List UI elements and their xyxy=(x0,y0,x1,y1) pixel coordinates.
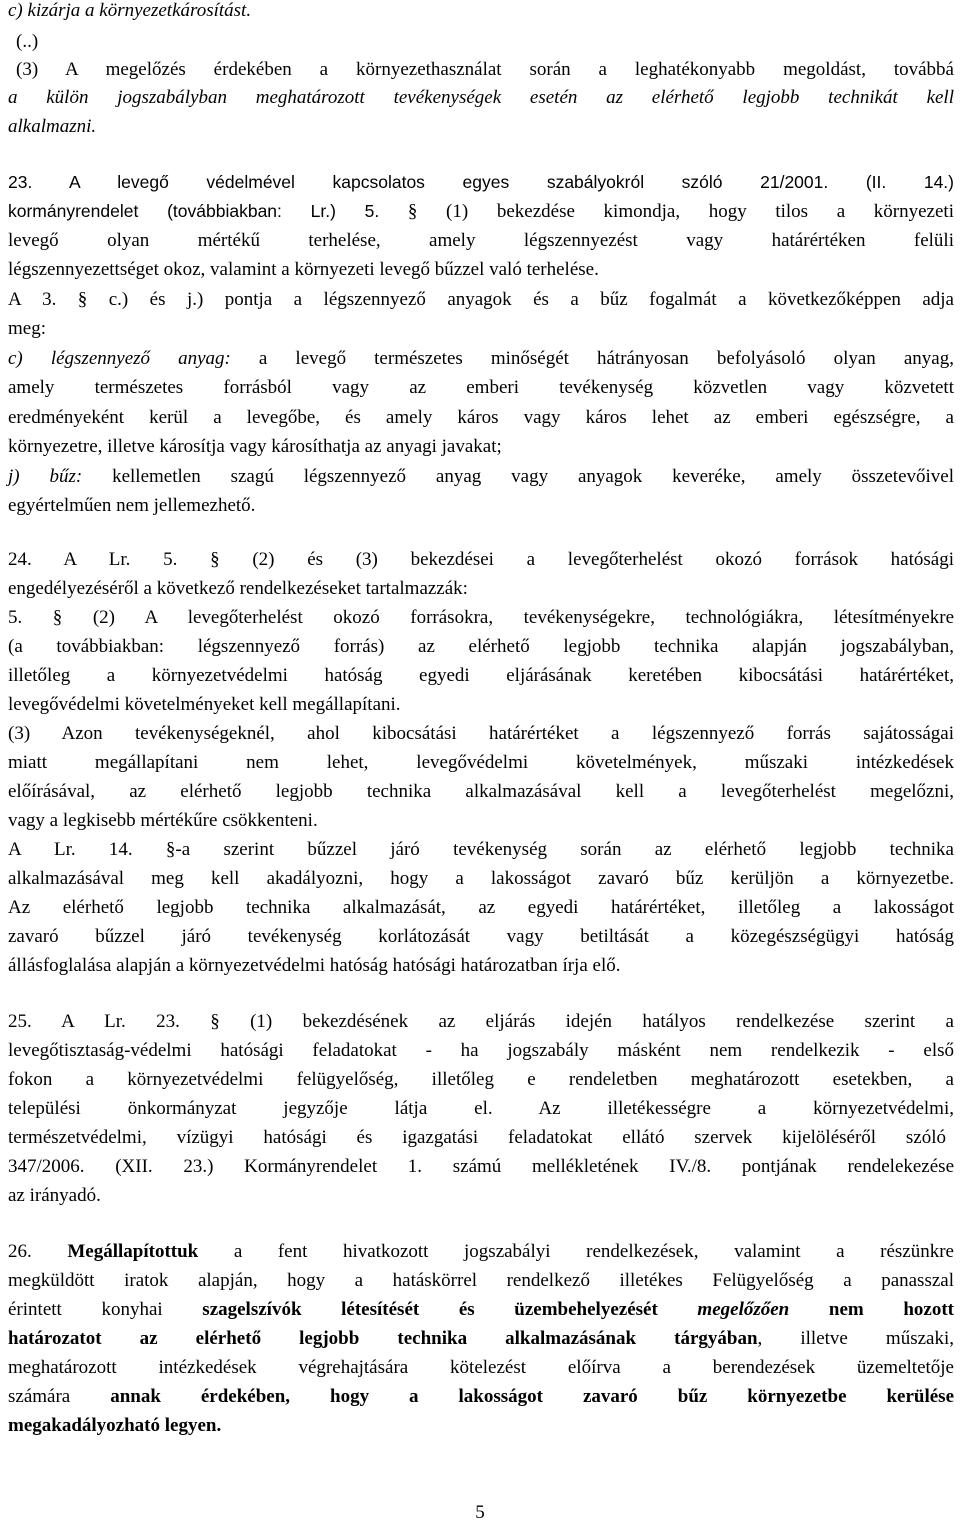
text-line: az irányadó. xyxy=(8,1185,101,1206)
text-line: j) bűz: kellemetlen szagú légszennyező anyag vagy anyagok keveréke, amely összetevőivel xyxy=(8,466,955,487)
emphasis-text: megelőzően xyxy=(697,1299,790,1320)
text-line: eredményeként kerül a levegőbe, és amely káros vagy káros lehet az emberi egészségre, a xyxy=(8,407,954,428)
text-line: egyértelműen nem jellemezhető. xyxy=(8,495,256,516)
text-line: (..) xyxy=(16,31,39,52)
text-line: 23. A levegő védelmével kapcsolatos egyes szabályokról szóló 21/2001. (II. 14.) xyxy=(8,172,954,192)
text-line: természetvédelmi, vízügyi hatósági és igazgatási feladatokat ellátó szervek kijelöléséről szóló xyxy=(8,1127,946,1148)
text-line: a külön jogszabályban meghatározott tevékenységek esetén az elérhető legjobb technikát kell xyxy=(8,87,954,108)
text-line: A 3. § c.) és j.) pontja a légszennyező anyagok és a bűz fogalmát a következőképpen adja xyxy=(8,289,954,310)
definition-term: c) légszennyező anyag: xyxy=(8,348,231,369)
text-line: 24. A Lr. 5. § (2) és (3) bekezdései a levegőterhelést okozó források hatósági xyxy=(8,549,954,570)
text-line: 347/2006. (XII. 23.) Kormányrendelet 1. számú mellékletének IV./8. pontjának rendelekezése xyxy=(8,1156,954,1177)
emphasis-text: Megállapítottuk xyxy=(67,1241,199,1262)
text-line: fokon a környezetvédelmi felügyelőség, illetőleg e rendeletben meghatározott esetekben, a xyxy=(8,1069,954,1090)
text-line: levegő olyan mértékű terhelése, amely légszennyezést vagy határértéken felüli xyxy=(8,230,954,251)
text-line: zavaró bűzzel járó tevékenység korlátozását vagy betiltását a közegészségügyi hatóság xyxy=(8,926,954,947)
definition-term: j) bűz: xyxy=(8,466,83,487)
text-line: települési önkormányzat jegyzője látja el. Az illetékességre a környezetvédelmi, xyxy=(8,1098,954,1119)
text-line: 26. Megállapítottuk a fent hivatkozott jogszabályi rendelkezések, valamint a részünkre xyxy=(8,1241,954,1262)
page-number: 5 xyxy=(475,1502,485,1523)
text-line: megküldött iratok alapján, hogy a hatáskörrel rendelkező illetékes Felügyelőség a panasszal xyxy=(8,1270,954,1291)
text-line: megakadályozható legyen. xyxy=(8,1415,222,1436)
text-line: engedélyezéséről a következő rendelkezéseket tartalmazzák: xyxy=(8,578,468,599)
text-line: levegőtisztaság-védelmi hatósági feladatokat - ha jogszabály másként nem rendelkezik - első xyxy=(8,1040,954,1061)
text-line: alkalmazni. xyxy=(8,116,97,137)
text-line: meghatározott intézkedések végrehajtására kötelezést előírva a berendezések üzemeltetője xyxy=(8,1357,954,1378)
text-line: vagy a legkisebb mértékűre csökkenteni. xyxy=(8,810,318,831)
text-line: érintett konyhai szagelszívók létesítését és üzembehelyezését megelőzően nem hozott xyxy=(8,1299,954,1320)
emphasis-text: nem hozott xyxy=(789,1299,954,1320)
text-line: (3) Azon tevékenységeknél, ahol kibocsátási határértéket a légszennyező forrás sajátosságai xyxy=(8,723,954,744)
text-line: 5. § (2) A levegőterhelést okozó forrásokra, tevékenységekre, technológiákra, létesítményekre xyxy=(8,607,954,628)
text-line: Az elérhető legjobb technika alkalmazását, az egyedi határértéket, illetőleg a lakosságot xyxy=(8,897,954,918)
text-line: levegővédelmi követelményeket kell megállapítani. xyxy=(8,694,401,715)
text-line: c) légszennyező anyag: a levegő természetes minőségét hátrányosan befolyásoló olyan anyag, xyxy=(8,348,954,369)
text-line: illetőleg a környezetvédelmi hatóság egyedi eljárásának keretében kibocsátási határértéket, xyxy=(8,665,954,686)
text-line: miatt megállapítani nem lehet, levegővédelmi követelmények, műszaki intézkedések xyxy=(8,752,954,773)
text-line: amely természetes forrásból vagy az emberi tevékenység közvetlen vagy közvetett xyxy=(8,377,954,398)
text-line: 25. A Lr. 23. § (1) bekezdésének az eljárás idején hatályos rendelkezése szerint a xyxy=(8,1011,954,1032)
text-line: állásfoglalása alapján a környezetvédelmi hatóság hatósági határozatban írja elő. xyxy=(8,955,621,976)
emphasis-text: annak érdekében, hogy a lakosságot zavaró bűz környezetbe kerülése xyxy=(110,1386,955,1407)
emphasis-text: határozatot az elérhető legjobb technika alkalmazásának tárgyában xyxy=(8,1328,758,1349)
text-line: előírásával, az elérhető legjobb technika alkalmazásával kell a levegőterhelést megelőzni, xyxy=(8,781,954,802)
text-line: alkalmazásával meg kell akadályozni, hogy a lakosságot zavaró bűz kerüljön a környezetbe. xyxy=(8,868,954,889)
text-line: környezetre, illetve károsítja vagy károsíthatja az anyagi javakat; xyxy=(8,436,502,457)
text-line: (a továbbiakban: légszennyező forrás) az elérhető legjobb technika alapján jogszabályban, xyxy=(8,636,954,657)
text-line: (3) A megelőzés érdekében a környezethasználat során a leghatékonyabb megoldást, továbbá xyxy=(16,59,954,80)
text-line: számára annak érdekében, hogy a lakosságot zavaró bűz környezetbe kerülése xyxy=(8,1386,955,1407)
text-line: meg: xyxy=(8,318,46,339)
text-line: A Lr. 14. §-a szerint bűzzel járó tevékenység során az elérhető legjobb technika xyxy=(8,839,954,860)
text-line: c) kizárja a környezetkárosítást. xyxy=(8,0,252,21)
emphasis-text: szagelszívók létesítését és üzembehelyezését xyxy=(202,1299,698,1320)
text-line: légszennyezettséget okoz, valamint a környezeti levegő bűzzel való terhelése. xyxy=(8,259,599,280)
text-line: határozatot az elérhető legjobb technika alkalmazásának tárgyában, illetve műszaki, xyxy=(8,1328,954,1349)
text-line: kormányrendelet (továbbiakban: Lr.) 5. § (1) bekezdése kimondja, hogy tilos a környezeti xyxy=(8,201,954,222)
